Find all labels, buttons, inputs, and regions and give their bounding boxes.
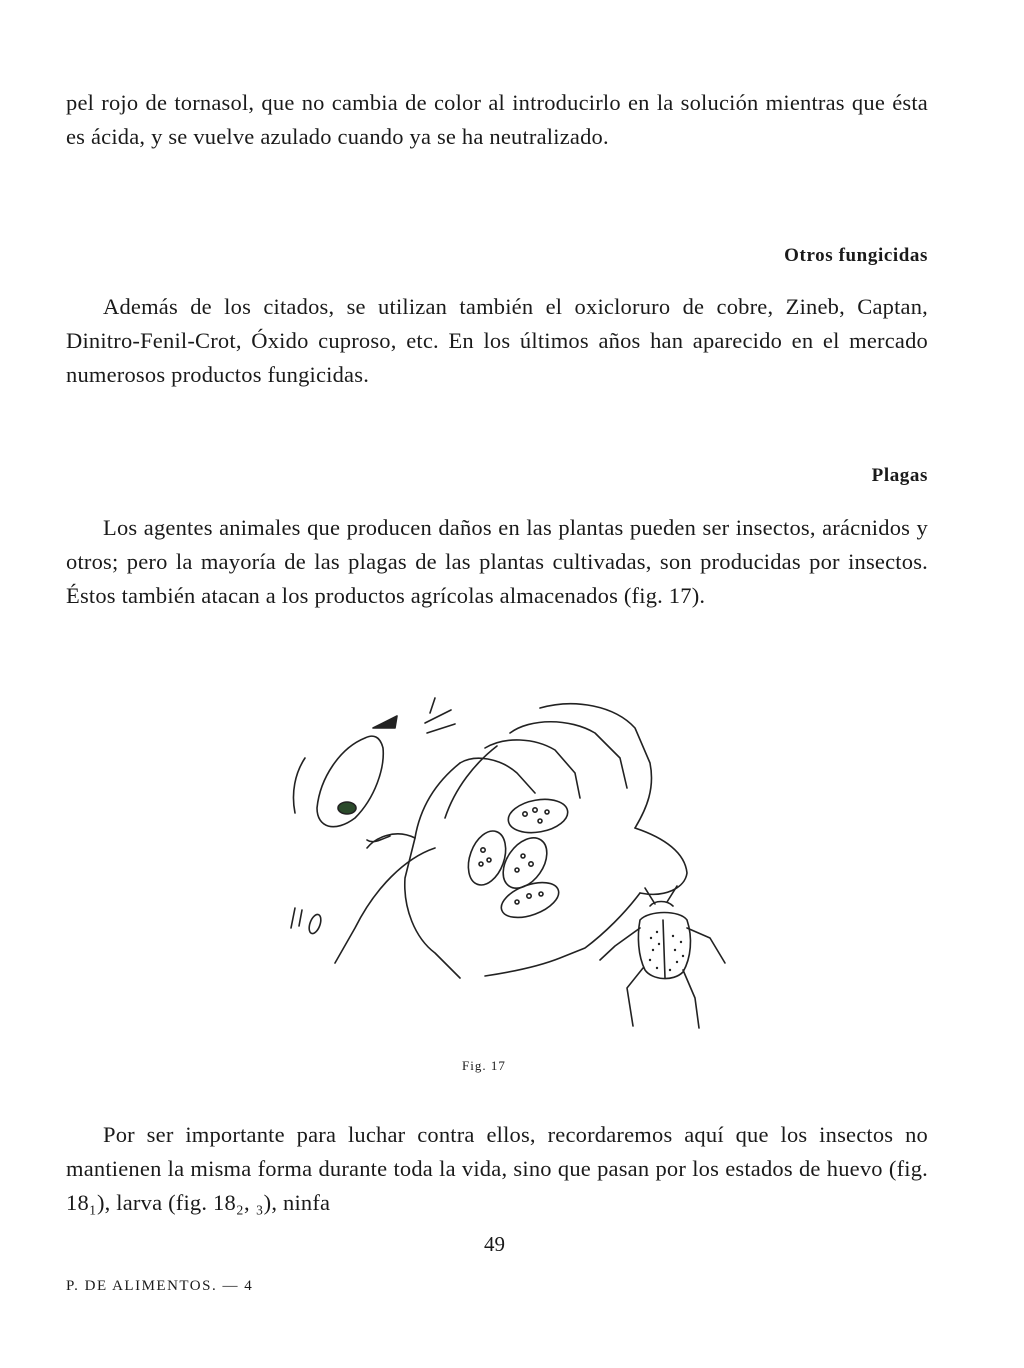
paragraph-plagas: Los agentes animales que producen daños en las plantas pueden ser insectos, arácnidos y otros; pero la mayoría de las plagas de las plantas cultivadas, son producidas por insectos. Éstos también atacan a los productos agrícolas almacenados (fig. 17). xyxy=(66,515,928,608)
paragraph-tornasol: pel rojo de tornasol, que no cambia de color al introducirlo en la solución mientras que ésta es ácida, y se vuelve azulado cuando ya se ha neutralizado. xyxy=(66,90,928,149)
figure-caption: Fig. 17 xyxy=(462,1058,506,1073)
figure-17-illustration xyxy=(255,688,745,1048)
page-number: 49 xyxy=(484,1232,505,1256)
heading-plagas: Plagas xyxy=(871,465,928,486)
heading-otros-fungicidas: Otros fungicidas xyxy=(784,245,928,266)
paragraph-otros-fungicidas: Además de los citados, se utilizan también el oxicloruro de cobre, Zineb, Captan, Dinitro-Fenil-Crot, Óxido cuproso, etc. En los últimos años han aparecido en el mercado numerosos productos fungicidas. xyxy=(66,294,928,387)
paragraph-insectos: Por ser importante para luchar contra ellos, recordaremos aquí que los insectos no mantienen la misma forma durante toda la vida, sino que pasan por los estados de huevo (fig. 18₁), larva (fig. 18₂, ₃), ninfa xyxy=(66,1122,928,1215)
footer-signature: P. DE ALIMENTOS. — 4 xyxy=(66,1278,254,1294)
hand-beans-weevil-icon xyxy=(255,688,745,1048)
